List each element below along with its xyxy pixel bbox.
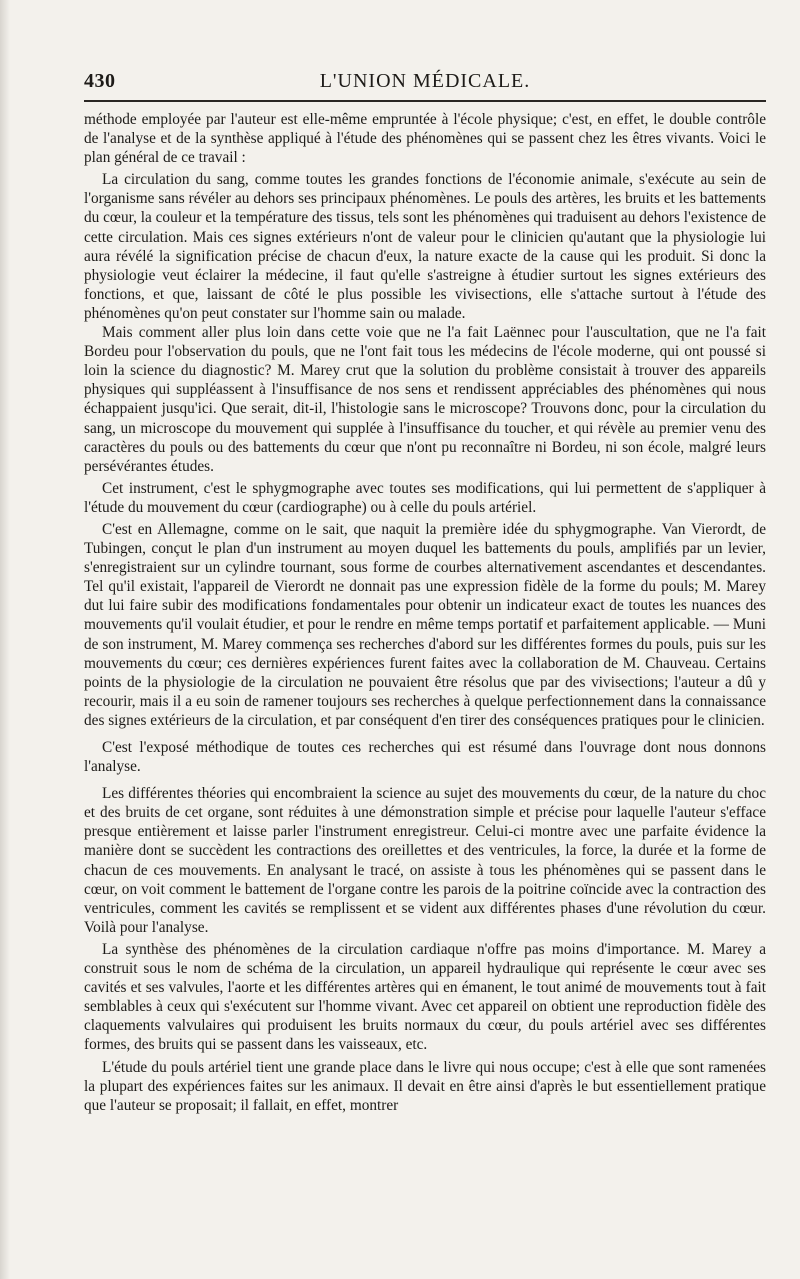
running-title: L'UNION MÉDICALE. (319, 70, 531, 92)
page-header (84, 66, 766, 98)
paragraph-8: La synthèse des phénomènes de la circulation cardiaque n'offre pas moins d'importance. M. Marey a construit sous le nom de schéma de la circulation, un appareil hydraulique qui représente le cœur avec ses cavités et ses valvules, l'aorte et les différentes artères qui en émanent, le tout animé de mouvements tout à fait semblables à ceux qui s'exécutent sur l'homme vivant. Avec cet appareil on obtient une reproduction fidèle des claquements valvulaires qui produisent les bruits normaux du cœur, du pouls artériel avec ses différentes formes, des bruits qui se passent dans les vaisseaux, etc. (84, 940, 766, 1054)
scan-edge-shadow (0, 0, 10, 1279)
paragraph-3: Mais comment aller plus loin dans cette voie que ne l'a fait Laënnec pour l'auscultation, que ne l'a fait Bordeu pour l'observation du pouls, que ne l'ont fait tous les médecins de l'école moderne, qui ont poussé si loin la science du diagnostic? M. Marey crut que la solution du problème consistait à trouver des appareils physiques qui suppléassent à l'insuffisance de nos sens et rendissent appréciables des phénomènes qui nous échappaient jusqu'ici. Que serait, dit-il, l'histologie sans le microscope? Trouvons donc, pour la circulation du sang, un microscope du mouvement qui supplée à l'insuffisance du toucher, et qui révèle au premier venu des caractères du pouls ou des battements du cœur que n'ont pu reconnaître ni Bordeu, ni son école, malgré leurs persévérantes études. (84, 324, 766, 475)
header-rule (84, 100, 766, 102)
paragraph-7: Les différentes théories qui encombraient la science au sujet des mouvements du cœur, de la nature du choc et des bruits de cet organe, sont réduites à une démonstration simple et précise pour laquelle l'auteur s'efface presque entièrement et laisse parler l'instrument enregistreur. Celui-ci montre avec une parfaite évidence la manière dont se succèdent les contractions des oreillettes et des ventricules, la force, la durée et la forme de chacun de ces mouvements. En analysant le tracé, on assiste à tous les phénomènes qui se passent dans le cœur, on voit comment le battement de l'organe contre les parois de la poitrine coïncide avec la contraction des ventricules, comment les cavités se remplissent et se vident aux différentes phases d'une révolution du cœur. Voilà pour l'analyse. (84, 785, 766, 936)
paragraph-9: L'étude du pouls artériel tient une grande place dans le livre qui nous occupe; c'est à elle que sont ramenées la plupart des expériences faites sur les animaux. Il devait en être ainsi d'après le but essentiellement pratique que l'auteur se proposait; il fallait, en effet, montrer (84, 1058, 766, 1114)
paragraph-1: méthode employée par l'auteur est elle-même empruntée à l'école physique; c'est, en effet, le double contrôle de l'analyse et de la synthèse appliqué à l'étude des phénomènes qui se passent chez les êtres vivants. Voici le plan général de ce travail : (84, 111, 766, 167)
paragraph-6: C'est l'exposé méthodique de toutes ces recherches qui est résumé dans l'ouvrage dont nous donnons l'analyse. (84, 739, 766, 776)
paragraph-2: La circulation du sang, comme toutes les grandes fonctions de l'économie animale, s'exécute au sein de l'organisme sans révéler au dehors ses principaux phénomènes. Le pouls des artères, les bruits et les battements du cœur, la couleur et la température des tissus, tels sont les phénomènes qui traduisent au dehors l'existence de cette circulation. Mais ces signes extérieurs n'ont de valeur pour le clinicien qu'autant que la physiologie lui aura révélé la signification précise de chacun d'eux, la nature exacte de la cause qui les produit. Si donc la physiologie veut éclairer la médecine, il faut qu'elle s'astreigne à étudier surtout les signes extérieurs des fonctions, et que, laissant de côté le plus possible les vivisections, elle s'attache surtout à l'étude des phénomènes qu'on peut constater sur l'homme sain ou malade. (84, 171, 766, 322)
paragraph-4: Cet instrument, c'est le sphygmographe avec toutes ses modifications, qui lui permettent de s'appliquer à l'étude du mouvement du cœur (cardiographe) ou à celle du pouls artériel. (84, 479, 766, 516)
article-body (84, 110, 766, 1115)
paragraph-5: C'est en Allemagne, comme on le sait, que naquit la première idée du sphygmographe. Van Vierordt, de Tubingen, conçut le plan d'un instrument au moyen duquel les battements du pouls, amplifiés par un levier, s'enregistraient sur un cylindre tournant, sous forme de courbes alternativement ascendantes et descendantes. Tel qu'il existait, l'appareil de Vierordt ne donnait pas une expression fidèle de la forme du pouls; M. Marey dut lui faire subir des modifications fondamentales pour obtenir un indicateur exact de toutes les nuances des mouvements qu'il voulait étudier, et pour le rendre en même temps portatif et parfaitement applicable. — Muni de son instrument, M. Marey commença ses recherches d'abord sur les différentes formes du pouls, puis sur les mouvements du cœur; ces dernières expériences furent faites avec la collaboration de M. Chauveau. Certains points de la physiologie de la circulation ne pouvaient être résolus que par des vivisections; l'auteur a dû y recourir, mais il a eu soin de ramener toujours ses recherches à quelque perfectionnement dans la connaissance des signes extérieurs de la circulation, et par conséquent d'en tirer des conséquences pratiques pour le clinicien. (84, 520, 766, 729)
page-number: 430 (84, 70, 116, 92)
